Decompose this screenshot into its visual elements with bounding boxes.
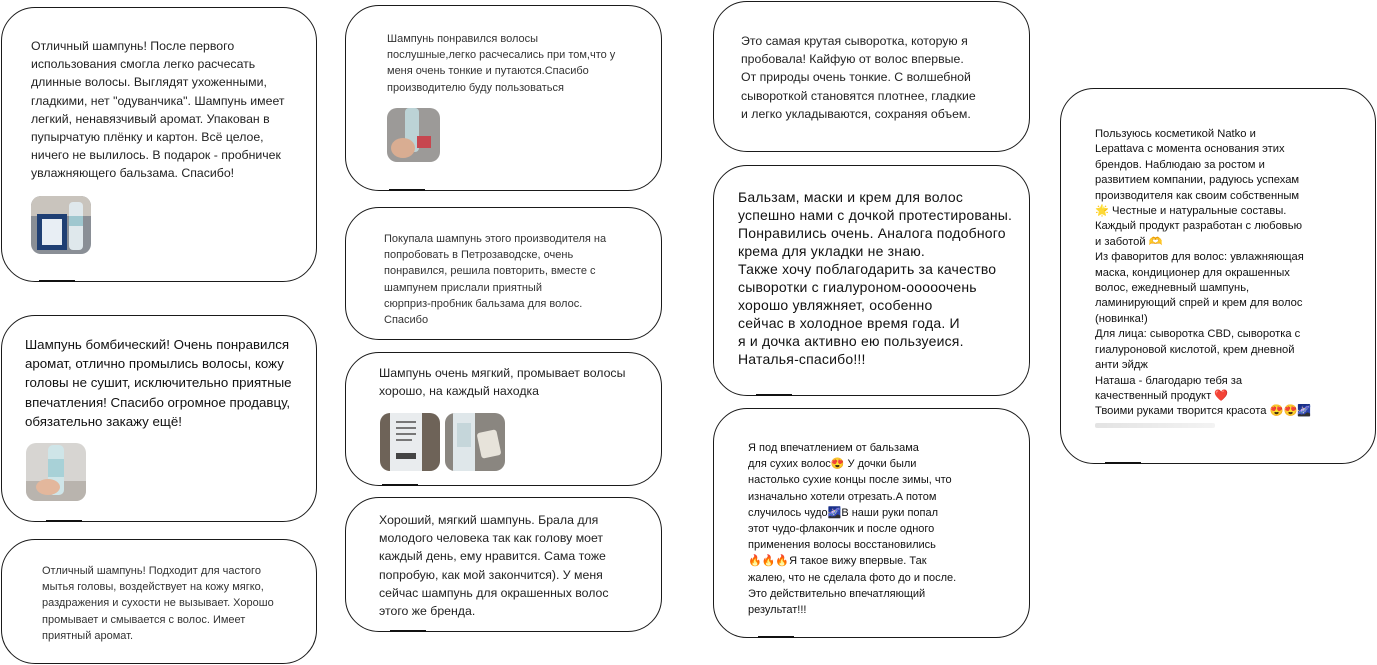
review-card-4: [345, 5, 662, 191]
review-text: Я под впечатлением от бальзама для сухих волос😍 У дочки были настолько сухие концы после зимы, что изначально хотели отрезать.А потом случилось чудо🌌В наши руки попал этот чудо-флакончик и после одного применения волосы восстановились 🔥🔥🔥Я такое вижу впервые. Так жалею, что не сделала фото до и после. Это действительно впечатляющий результат!!!: [748, 442, 957, 617]
review-card-9: [713, 165, 1030, 396]
review-photo[interactable]: [26, 443, 86, 501]
review-photo[interactable]: [445, 413, 505, 471]
review-photo[interactable]: [380, 413, 440, 471]
review-text: Пользуюсь косметикой Natko и Lepattava с момента основания этих брендов. Наблюдаю за ростом и развитием компании, радуюсь успехам производителя как своим собственным 🌟 Честные и натуральные составы. Каждый продукт разработан с любовью и заботой 🫶 Из фаворитов для волос: увлажняющая маска, кондиционер для окрашенных волос, ежедневный шампунь, ламинирующий спрей и крем для волос (новинка!) Для лица: сыворотка CBD, сыворотка с гиалуроновой кислотой, крем дневной анти эйдж Наташа - благодарю тебя за качественный продукт: [1095, 128, 1304, 402]
review-card-3: [1, 539, 317, 664]
hand-holding-bottle-image: [26, 443, 86, 501]
review-photo[interactable]: [31, 196, 91, 254]
review-text: Это самая крутая сыворотка, которую я пробовала! Кайфую от волос впервые. От природы очень тонкие. С волшебной сывороткой становятся плотнее, гладкие и легко укладываются, сохраняя объем.: [741, 34, 976, 121]
faded-cut-off-line: [1095, 423, 1215, 428]
review-card-2: [1, 315, 317, 522]
review-text-block: [1095, 127, 1375, 420]
review-text: Отличный шампунь! После первого использования смогла легко расчесать длинные волосы. Выглядят ухоженными, гладкими, нет "одуванчика". Шампунь имеет легкий, ненавязчивый аромат. Упакован в пупырчатую плёнку и картон. Всё целое, ничего не вылилось. В подарок - пробничек увлажняющего бальзама. Спасибо!: [31, 39, 285, 181]
review-text: Шампунь понравился волосы послушные,легко расчесались при том,что у меня очень тонкие и путаются.Спасибо производителю буду пользоваться: [387, 33, 616, 94]
review-card-11: [1060, 88, 1376, 464]
review-text: Покупала шампунь этого производителя на попробовать в Петрозаводске, очень понравился, решила повторить, вместе с шампунем прислали приятный сюрприз-пробник бальзама для волос. Спасибо: [384, 233, 607, 327]
review-text: Отличный шампунь! Подходит для частого мытья головы, воздействует на кожу мягко, раздражения и сухости не вызывает. Хорошо промывает и смывается с волос. Имеет приятный аромат.: [42, 565, 274, 642]
review-photo[interactable]: [387, 108, 440, 162]
review-text-last-line: Твоими руками творится красота 😍😍🌌: [1095, 405, 1312, 418]
review-text: Бальзам, маски и крем для волос успешно нами с дочкой протестированы. Понравились очень. Аналога подобного крема для укладки не знаю. Также хочу поблагодарить за качество сыворотки с гиалуроном-ооооочень хорошо увляжняет, особенно сейчас в холодное время года. И я и дочка активно ею пользуеися. Наталья-спасибо!!!: [738, 189, 1013, 367]
heart-icon: ❤️: [1214, 389, 1229, 402]
review-card-6: [345, 352, 662, 486]
review-text: Хороший, мягкий шампунь. Брала для молодого человека так как голову моет каждый день, ему нравится. Сама тоже попробую, как мой закончится). У меня сейчас шампунь для окрашенных волос этого же бренда.: [379, 513, 609, 619]
shampoo-bottle-image: [31, 196, 91, 254]
review-card-1: [1, 7, 317, 282]
review-text: Шампунь бомбический! Очень понравился аромат, отлично промылись волосы, кожу головы не сушит, исключительно приятные впечатления! Спасибо огромное продавцу, обязательно закажу ещё!: [25, 337, 292, 429]
bottle-label-image: [380, 413, 440, 471]
review-card-7: [345, 497, 662, 632]
review-card-5: [345, 207, 662, 340]
review-text: Шампунь очень мягкий, промывает волосы хорошо, на каждый находка: [379, 366, 626, 399]
bottle-and-sample-image: [445, 413, 505, 471]
bottle-in-hand-image: [387, 108, 440, 162]
review-card-10: [713, 408, 1030, 638]
review-card-8: [713, 1, 1030, 152]
